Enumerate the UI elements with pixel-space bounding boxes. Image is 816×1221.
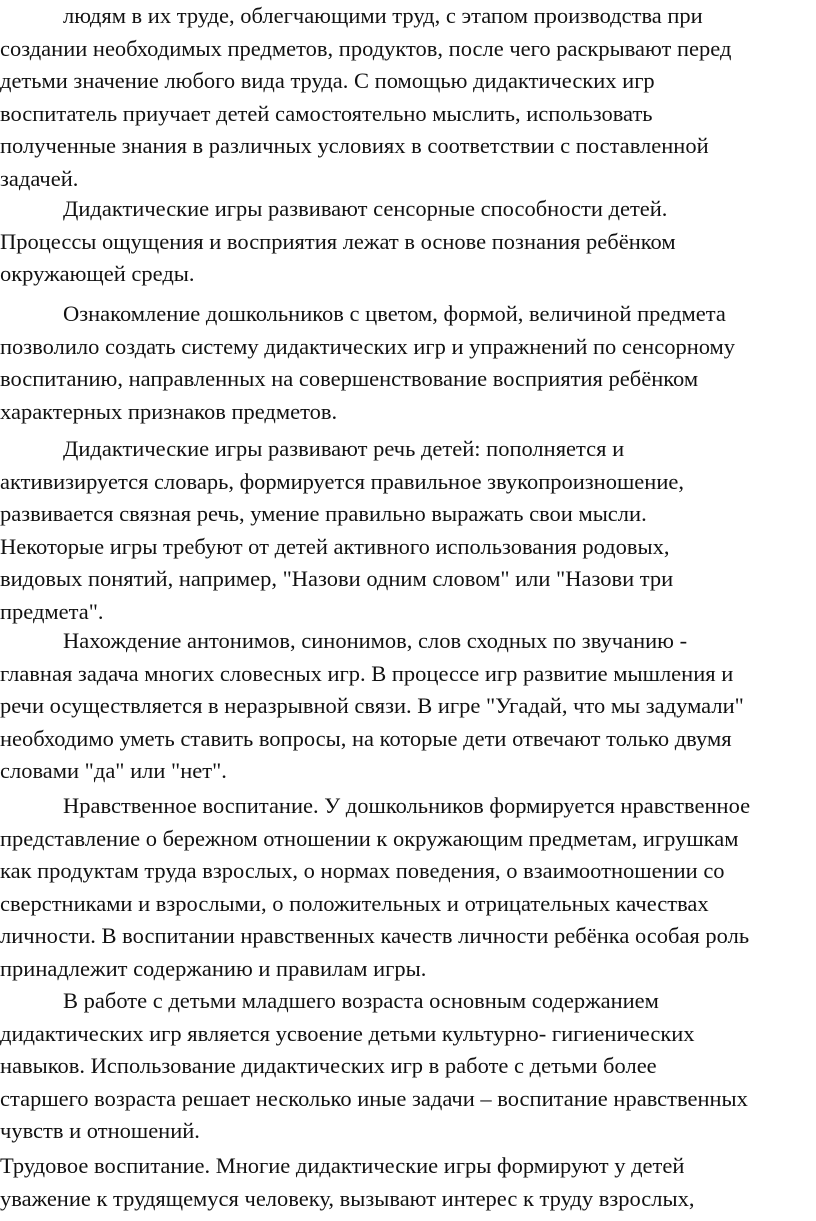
text-line: людям в их труде, облегчающими труд, с этапом производства при [63, 3, 703, 28]
paragraph [0, 625, 816, 788]
text-line: необходимо уметь ставить вопросы, на которые дети отвечают только двумя [0, 725, 732, 751]
text-line: Некоторые игры требуют от детей активного использования родовых, [0, 533, 670, 559]
text-line: главная задача многих словесных игр. В процессе игр развитие мышления и [0, 660, 734, 686]
paragraph [0, 1150, 816, 1215]
text-line: окружающей среды. [0, 261, 195, 287]
text-line: Трудовое воспитание. Многие дидактические игры формируют у детей [0, 1153, 685, 1178]
text-line: Нравственное воспитание. У дошкольников формируется нравственное [63, 793, 751, 818]
text-line: создании необходимых предметов, продуктов, после чего раскрывают перед [0, 35, 732, 61]
paragraph [0, 193, 816, 291]
text-line: как продуктам труда взрослых, о нормах поведения, о взаимоотношении со [0, 858, 725, 884]
text-line: воспитанию, направленных на совершенствование восприятия ребёнком [0, 366, 699, 392]
text-line: задачей. [0, 165, 79, 191]
text-line: В работе с детьми младшего возраста основным содержанием [63, 988, 659, 1013]
text-line: активизируется словарь, формируется правильное звукопроизношение, [0, 468, 684, 494]
text-line: Дидактические игры развивают сенсорные способности детей. [63, 196, 668, 221]
text-line: личности. В воспитании нравственных качеств личности ребёнка особая роль [0, 923, 750, 949]
paragraph [0, 433, 816, 629]
text-line: характерных признаков предметов. [0, 398, 338, 424]
text-line: словами "да" или "нет". [0, 758, 227, 784]
text-line: Ознакомление дошкольников с цветом, формой, величиной предмета [63, 301, 726, 326]
text-line: видовых понятий, например, "Назови одним словом" или "Назови три [0, 566, 674, 592]
text-line: чувств и отношений. [0, 1118, 200, 1144]
text-line: предмета". [0, 598, 104, 624]
text-line: воспитатель приучает детей самостоятельно мыслить, использовать [0, 100, 653, 126]
text-line: позволило создать систему дидактических игр и упражнений по сенсорному [0, 333, 736, 359]
text-line: детьми значение любого вида труда. С помощью дидактических игр [0, 68, 655, 94]
text-line: принадлежит содержанию и правилам игры. [0, 955, 427, 981]
text-line: Дидактические игры развивают речь детей: пополняется и [63, 436, 625, 461]
text-line: сверстниками и взрослыми, о положительных и отрицательных качествах [0, 890, 709, 916]
text-line: навыков. Использование дидактических игр в работе с детьми более [0, 1053, 657, 1079]
text-line: старшего возраста решает несколько иные задачи – воспитание нравственных [0, 1085, 748, 1111]
text-line: дидактических игр является усвоение детьми культурно- гигиенических [0, 1020, 695, 1046]
text-line: развивается связная речь, умение правильно выражать свои мысли. [0, 501, 647, 527]
text-line: полученные знания в различных условиях в соответствии с поставленной [0, 133, 709, 159]
paragraph [0, 985, 816, 1148]
text-line: речи осуществляется в неразрывной связи. В игре "Угадай, что мы задумали" [0, 693, 744, 719]
text-line: Нахождение антонимов, синонимов, слов сходных по звучанию - [63, 628, 688, 653]
paragraph [0, 0, 816, 196]
paragraph [0, 298, 816, 428]
paragraph [0, 790, 816, 986]
text-line: представление о бережном отношении к окружающим предметам, игрушкам [0, 825, 739, 851]
text-line: уважение к трудящемуся человеку, вызывают интерес к труду взрослых, [0, 1185, 695, 1211]
text-line: Процессы ощущения и восприятия лежат в основе познания ребёнком [0, 228, 676, 254]
